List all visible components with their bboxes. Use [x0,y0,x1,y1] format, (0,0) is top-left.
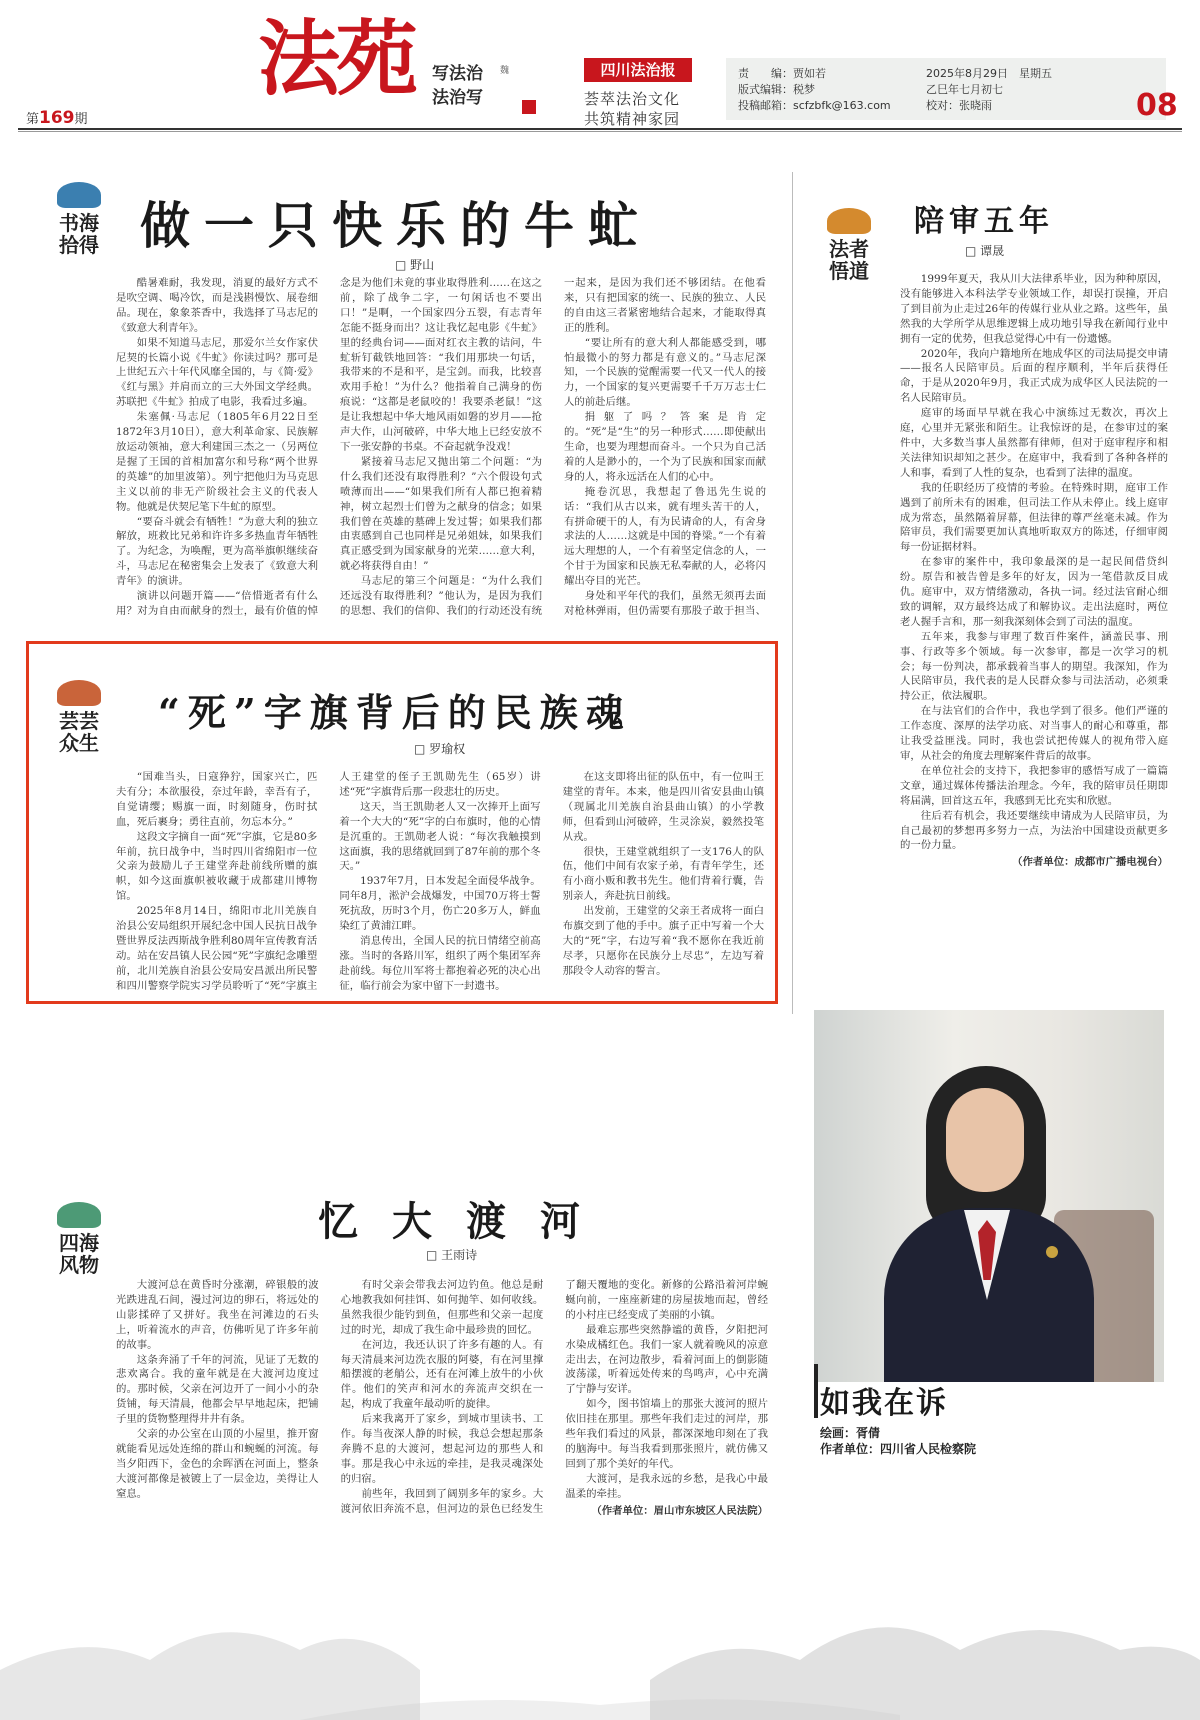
article-title-dadu: 忆大渡河 [318,1198,614,1245]
submission-email: 投稿邮箱：scfzbfk@163.com [738,99,891,112]
bird-icon [57,1202,101,1228]
painting-title: 如我在诉 [820,1386,948,1421]
figures-icon [57,680,101,706]
portrait-painting [814,1010,1164,1382]
lunar-date: 乙巳年七月初七 [926,83,1003,96]
column-badge-people: 芸芸众生 [46,680,112,754]
tagline-1: 荟萃法治文化 [584,90,681,108]
article-title-flag: “死”字旗背后的民族魂 [158,690,632,735]
article-byline: □ 罗瑜权 [414,740,465,757]
info-box [726,58,1166,120]
ink-mountains-decoration [0,1520,1200,1720]
calligraphy-signature: 魏 [500,66,510,76]
article-body-niumeng: 酷暑难耐，我发现，消夏的最好方式不是吹空调、喝冷饮，而是浅斟慢饮、展卷细品。现在，象象茶香中，我选择了马志尼的《致意大利青年》。 如果不知道马志尼，那爱尔兰女作家伏尼契的长篇小说《牛虻》你读过吗？那可是上世纪五六十年代风靡全国的，与《简·爱》《红与黑》并肩而立的三大外国文学经典。苏联把《牛虻》拍成了电影，我看过多遍。 朱塞佩·马志尼（1805年6月22日至1872年3月10日），意大利革命家、民族解放运动领袖，意大利建国三杰之一（另两位是握了王国的首相加富尔和号称“两个世界的英雄”的加里波第）。列宁把他归为马克思主义以前的非无产阶级社会主义的代表人物。他就是伏契尼笔下牛虻的原型。 “要奋斗就会有牺牲！”为意大利的独立解放，班救比兄弟和许许多多热血青年牺牲了。为纪念，为唤醒，更为高举旗帜继续奋斗，马志尼在秘密集会上发表了《致意大利青年》的演讲。 演讲以问题开篇——“倍惜逝者有什么用？对为自由而献身的烈士，最有价值的悼念是为他们未竟的事业取得胜利……在这之前，除了战争二字，一句闲话也不要出口！”是啊，一个国家四分五裂，有志青年怎能不挺身而出？这让我忆起电影《牛虻》里的经典台词——面对红衣主教的诘问，牛虻斩钉截铁地回答：“我们用那块一句话，我带来的不是和平，是宝剑。而我，比较喜欢用手枪！”为什么？他指着自己满身的伤痕说：“这都是老鼠咬的！我要杀老鼠！”这是让我想起中华大地风雨如磐的岁月——抢声大作，山河破碎，中华大地上已经安放不下一张安静的书桌。不奋起就争没戏！ 紧接着马志尼又抛出第二个问题：“为什么我们还没有取得胜利？”六个假设句式喷薄而出——“如果我们所有人都已抱着精神，树立起烈士们曾为之献身的信念；如果我们曾在英雄的墓碑上发过誓；如果我们都由衷感到自己也同样是兄弟姐妹，如果我们真正感受到为国家献身的光荣……意大利，就必将获得自由！” 马志尼的第三个问题是：“为什么我们还远没有取得胜利？”他认为，是因为我们的思想、我们的信仰、我们的行动还没有统一起来，是因为我们还不够团结。在他看来，只有把国家的统一、民族的独立、人民的自由这三者紧密地结合起来，才能取得真正的胜利。 “要让所有的意大利人都能感受到，哪怕最微小的努力都是有意义的。”马志尼深知，一个民族的觉醒需要一代又一代人的接力，一个国家的复兴更需要千千万万志士仁人的前赴后继。 捐躯了吗？答案是肯定的。“死”是“生”的另一种形式……即使献出生命，也要为理想而奋斗。一个只为自己活着的人是渺小的，一个为了民族和国家而献身的人，将永远活在人们的心中。 掩卷沉思，我想起了鲁迅先生说的话：“我们从古以来，就有埋头苦干的人，有拼命硬干的人，有为民请命的人，有舍身求法的人……这就是中国的脊梁。”一个有着远大理想的人，一个有着坚定信念的人，一个甘于为国家和民族无私奉献的人，必将闪耀出夺目的光芒。 身处和平年代的我们，虽然无须再去面对枪林弹雨，但仍需要有那股子敢于担当、 [116,277,766,617]
divider [18,131,1182,132]
face-shape [946,1088,1024,1192]
author-affiliation: （作者单位：成都市广播电视台） [1012,856,1168,869]
article-body-jury: 1999年夏天，我从川大法律系毕业，因为种种原因，没有能够进入本科法学专业领域工作，却误打误撞，开启了到目前为止走过26年的传媒行业从业之路。这些年，虽然我的大学所学从思维逻辑上成功地引导我在新闻行业中拥有一定的优势，但我总觉得心中有一份遗憾。 2020年，我向户籍地所在地成华区的司法局提交申请——报名人民陪审员。后面的程序顺利，半年后获得任命，于是从2020年9月，我正式成为成华区人民法院的一名人民陪审员。 庭审的场面早早就在我心中演练过无数次，再次上庭，心里并无紧张和陌生。让我惊讶的是，在参审过的案件中，大多数当事人虽然都有律师，但对于庭审程序和相关法律知识却知之甚少。在庭审中，我看到了各种各样的人和事，看到了人性的复杂，也看到了法律的温度。 我的任职经历了疫情的考验。在特殊时期，庭审工作遇到了前所未有的困难，但司法工作从未停止。线上庭审成为常态，虽然隔着屏幕，但法律的尊严丝毫未减。作为陪审员，我们需要更加认真地听取双方的陈述，仔细审阅每一份证据材料。 在参审的案件中，我印象最深的是一起民间借贷纠纷。原告和被告曾是多年的好友，因为一笔借款反目成仇。庭审中，双方情绪激动，各执一词。经过法官耐心细致的调解，双方最终达成了和解协议。走出法庭时，两位老人握手言和，那一刻我深刻体会到了司法的温度。 五年来，我参与审理了数百件案件，涵盖民事、刑事、行政等多个领域。每一次参审，都是一次学习的机会；每一份判决，都承载着当事人的期望。我深知，作为人民陪审员，我代表的是人民群众参与司法活动，必须秉持公正，依法履职。 在与法官们的合作中，我也学到了很多。他们严谨的工作态度、深厚的法学功底、对当事人的耐心和尊重，都让我受益匪浅。同时，我也尝试把传媒人的视角带入庭审，从社会的角度去理解案件背后的故事。 在单位社会的支持下，我把参审的感悟写成了一篇篇文章，通过媒体传播法治理念。今年，我的陪审员任期即将届满，回首这五年，我感到无比充实和欣慰。 往后若有机会，我还要继续申请成为人民陪审员，为自己最初的梦想再多努力一点，为法治中国建设贡献更多的一份力量。 （作者单位：成都市广播电视台） [900,273,1168,869]
editor: 责 编：贾如若 [738,67,826,80]
article-byline: □ 谭晟 [965,242,1004,259]
date: 2025年8月29日 星期五 [926,67,1052,80]
divider [18,128,1182,130]
masthead [0,0,1200,132]
author-affiliation: （作者单位：眉山市东坡区人民法院） [591,1504,768,1517]
logo-fayuan: 法苑 [258,11,415,107]
article-body-dadu: 大渡河总在黄昏时分涨潮，碎银般的波光跌进乱石间，漫过河边的卵石，将远处的山影揉碎了又拼好。我坐在河滩边的石头上，听着流水的声音，仿佛听见了许多年前的故事。 这条奔涌了千年的河流，见证了无数的悲欢离合。我的童年就是在大渡河边度过的。那时候，父亲在河边开了一间小小的杂货铺，每天清晨，他都会早早地起床，把铺子里的货物整理得井井有条。 父亲的办公室在山顶的小屋里，推开窗就能看见远处连绵的群山和蜿蜒的河流。每当夕阳西下，金色的余晖洒在河面上，整条大渡河都像是被镀上了一层金边，美得让人窒息。 有时父亲会带我去河边钓鱼。他总是耐心地教我如何挂饵、如何抛竿、如何收线。虽然我很少能钓到鱼，但那些和父亲一起度过的时光，却成了我生命中最珍贵的回忆。 在河边，我还认识了许多有趣的人。有每天清晨来河边洗衣服的阿婆，有在河里撑船摆渡的老艄公，还有在河滩上放牛的小伙伴。他们的笑声和河水的奔流声交织在一起，构成了我童年最动听的旋律。 后来我离开了家乡，到城市里读书、工作。每当夜深人静的时候，我总会想起那条奔腾不息的大渡河，想起河边的那些人和事。那是我心中永远的牵挂，是我灵魂深处的归宿。 前些年，我回到了阔别多年的家乡。大渡河依旧奔流不息，但河边的景色已经发生了翻天覆地的变化。新修的公路沿着河岸蜿蜒向前，一座座新建的房屋拔地而起，曾经的小村庄已经变成了美丽的小镇。 最难忘那些突然静谧的黄昏，夕阳把河水染成橘红色。我们一家人就着晚风的凉意走出去，在河边散步，看着河面上的倒影随波荡漾，听着远处传来的鸟鸣声，心中充满了宁静与安详。 如今，图书馆墙上的那张大渡河的照片依旧挂在那里。那些年我们走过的河岸，那些年我们看过的风景，都深深地印刻在了我的脑海中。每当我看到那张照片，就仿佛又回到了那个美好的年代。 大渡河，是我永远的乡愁，是我心中最温柔的牵挂。 （作者单位：眉山市东坡区人民法院） [116,1279,768,1517]
issue-number: 第169期 [26,108,88,128]
proofreader: 校对：张晓雨 [926,99,992,112]
badge-icon [1046,1246,1058,1258]
layout-editor: 版式编辑：税梦 [738,83,815,96]
column-badge-books: 书海拾得 [46,182,112,256]
column-badge-world: 四海风物 [46,1202,112,1276]
article-byline: □ 王雨诗 [426,1246,477,1263]
article-byline: □ 野山 [395,256,434,273]
slogan: 写法治 法治写 [432,64,483,108]
seal-icon [522,100,536,114]
caption-bar [814,1364,818,1418]
painter-affiliation: 作者单位：四川省人民检察院 [820,1442,977,1456]
article-title-niumeng: 做一只快乐的牛虻 [140,196,652,255]
article-body-flag: “国难当头，日寇狰狞，国家兴亡，匹夫有分；本欲服役，奈过年龄，幸吾有子，自觉请缨；赐旗一面，时刻随身，伤时拭血，死后裹身；勇往直前，勿忘本分。” 这段文字摘自一面“死”字旗，它是80多年前，抗日战争中，当时四川省绵阳市一位父亲为鼓励儿子王建堂奔赴前线所赠的旗帜，如今这面旗帜被收藏于成都建川博物馆。 2025年8月14日，绵阳市北川羌族自治县公安局组织开展纪念中国人民抗日战争暨世界反法西斯战争胜利80周年宣传教育活动。站在安昌镇人民公园“死”字旗纪念雕塑前，北川羌族自治县公安局安昌派出所民警和四川警察学院实习学员聆听了“死”字旗主人王建堂的侄子王凯勋先生（65岁）讲述“死”字旗背后那一段悲壮的历史。 这天，当王凯勋老人又一次捧开上面写着一个大大的“死”字的白布旗时，他的心情是沉重的。王凯勋老人说：“每次我触摸到这面旗，我的思绪就回到了87年前的那个冬天。” 1937年7月，日本发起全面侵华战争。同年8月，淞沪会战爆发，中国70万将士誓死抗敌，历时3个月，伤亡20多万人，鲜血染红了黄浦江畔。 消息传出，全国人民的抗日情绪空前高涨。当时的各路川军，组织了两个集团军奔赴前线。每位川军将士都抱着必死的决心出征，临行前会为家中留下一封遗书。 在这支即将出征的队伍中，有一位叫王建堂的青年。本来，他是四川省安县曲山镇（现属北川羌族自治县曲山镇）的小学教师，但看到山河破碎，生灵涂炭，毅然投笔从戎。 很快，王建堂就组织了一支176人的队伍，他们中间有农家子弟，有青年学生，还有小商小贩和教书先生。他们背着行囊，告别亲人，奔赴抗日前线。 出发前，王建堂的父亲王者成将一面白布旗交到了他的手中。旗子正中写着一个大大的“死”字，右边写着“我不愿你在我近前尽孝，只愿你在民族分上尽忠”，左边写着那段令人动容的誓言。 [116,771,764,992]
column-badge-law: 法者悟道 [816,208,882,282]
painter-credit: 绘画：胥倩 [820,1426,881,1440]
column-divider [792,172,793,1014]
landscape-icon [827,208,871,234]
page-number: 08 [1136,88,1178,123]
paper-name: 四川法治报 [584,58,692,82]
book-icon [57,182,101,208]
article-title-jury: 陪审五年 [914,204,1054,239]
tagline-2: 共筑精神家园 [584,110,681,128]
